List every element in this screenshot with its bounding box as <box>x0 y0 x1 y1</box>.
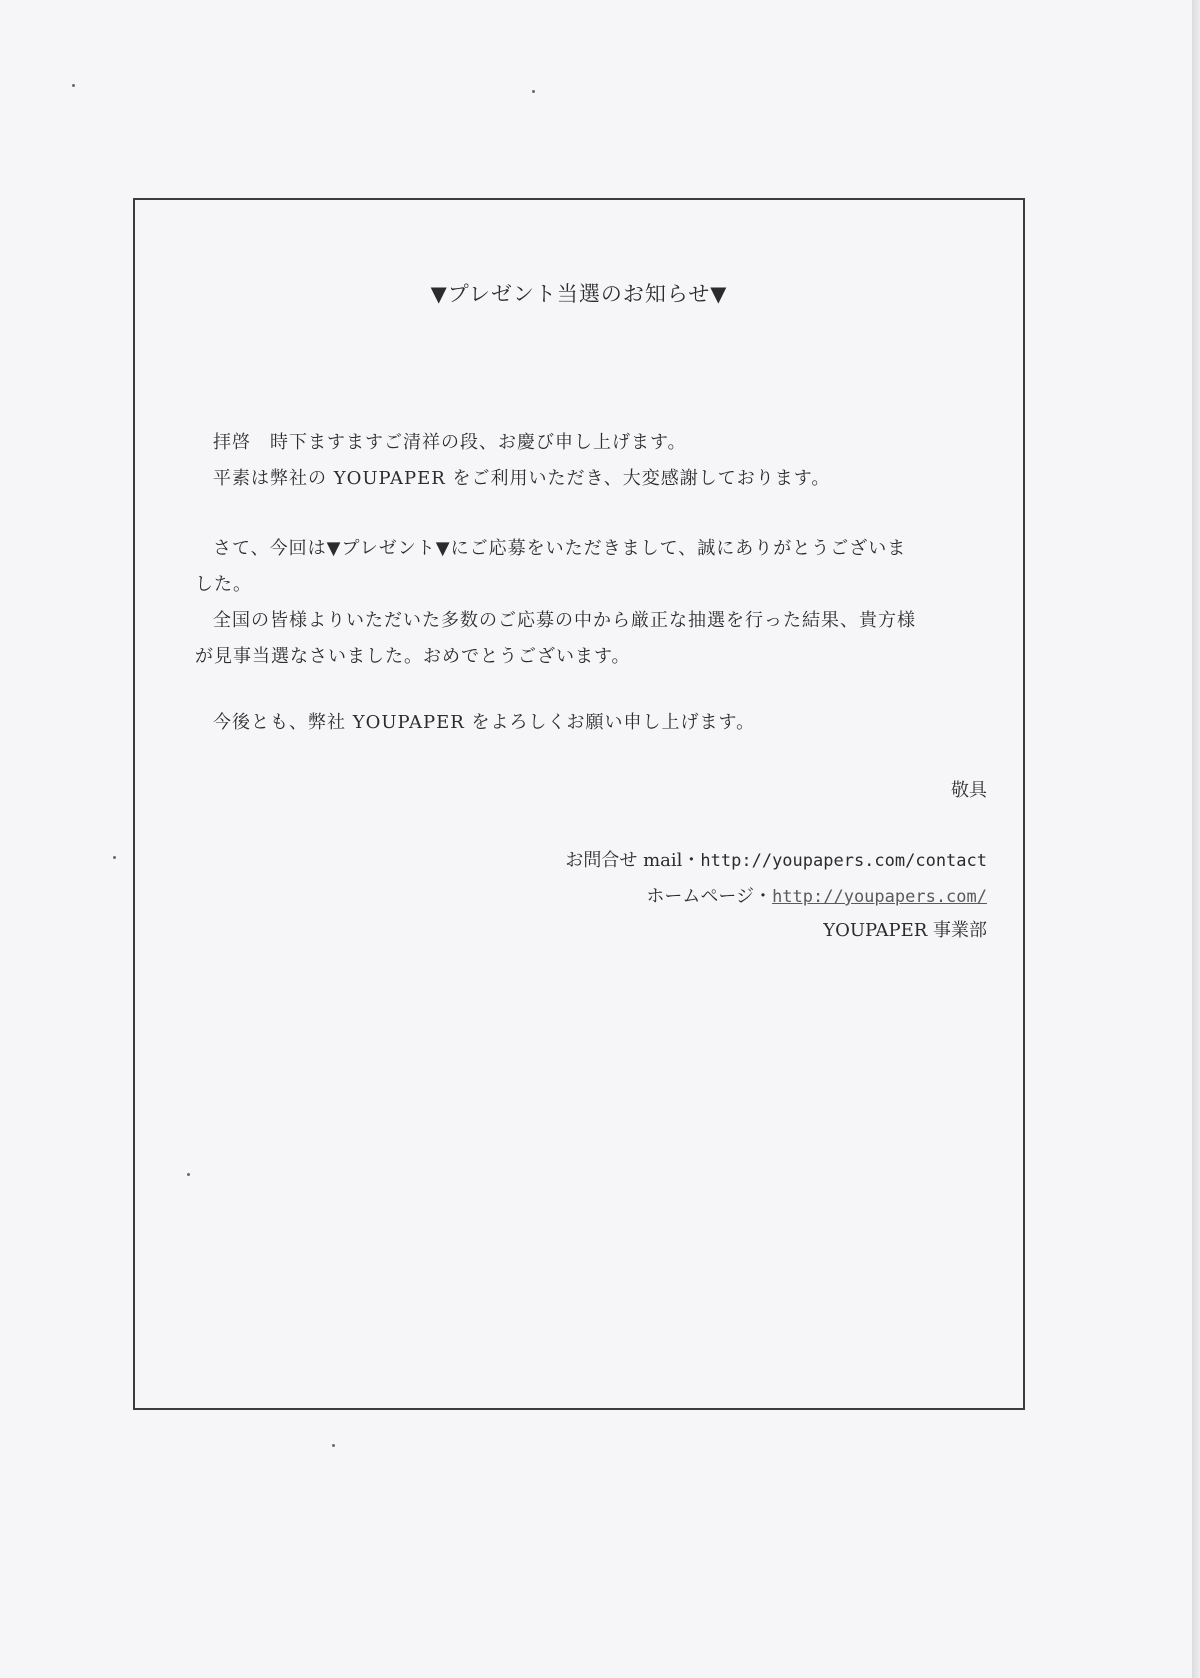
dust-speck <box>72 84 75 87</box>
letter-title: ▼プレゼント当選のお知らせ▼ <box>430 282 728 306</box>
thanks-line: 平素は弊社の YOUPAPER をご利用いただき、大変感謝しております。 <box>213 468 831 489</box>
inquiry-label: お問合せ mail・ <box>565 850 701 871</box>
paper-edge <box>1192 0 1200 1678</box>
body-paragraph-2-line-2: が見事当選なさいました。おめでとうございます。 <box>195 646 631 667</box>
homepage-line <box>646 882 987 908</box>
homepage-link[interactable]: http://youpapers.com/ <box>772 887 987 907</box>
dust-speck <box>332 1444 335 1447</box>
inquiry-url: http://youpapers.com/contact <box>700 851 987 871</box>
letter-frame <box>133 198 1025 1410</box>
dust-speck <box>532 90 535 93</box>
closing-request-line: 今後とも、弊社 YOUPAPER をよろしくお願い申し上げます。 <box>213 712 756 733</box>
dust-speck <box>113 856 116 859</box>
greeting-line: 拝啓 時下ますますご清祥の段、お慶び申し上げます。 <box>213 432 687 453</box>
body-paragraph-2-line-1: 全国の皆様よりいただいた多数のご応募の中から厳正な抽選を行った結果、貴方様 <box>213 610 916 631</box>
body-paragraph-1-line-1: さて、今回は▼プレゼント▼にご応募をいただきまして、誠にありがとうございま <box>213 538 907 559</box>
closing-word: 敬具 <box>951 780 987 801</box>
body-paragraph-1-line-2: した。 <box>195 574 252 595</box>
inquiry-line <box>565 846 987 872</box>
department-name: YOUPAPER 事業部 <box>823 920 987 941</box>
homepage-label: ホームページ・ <box>646 886 773 907</box>
